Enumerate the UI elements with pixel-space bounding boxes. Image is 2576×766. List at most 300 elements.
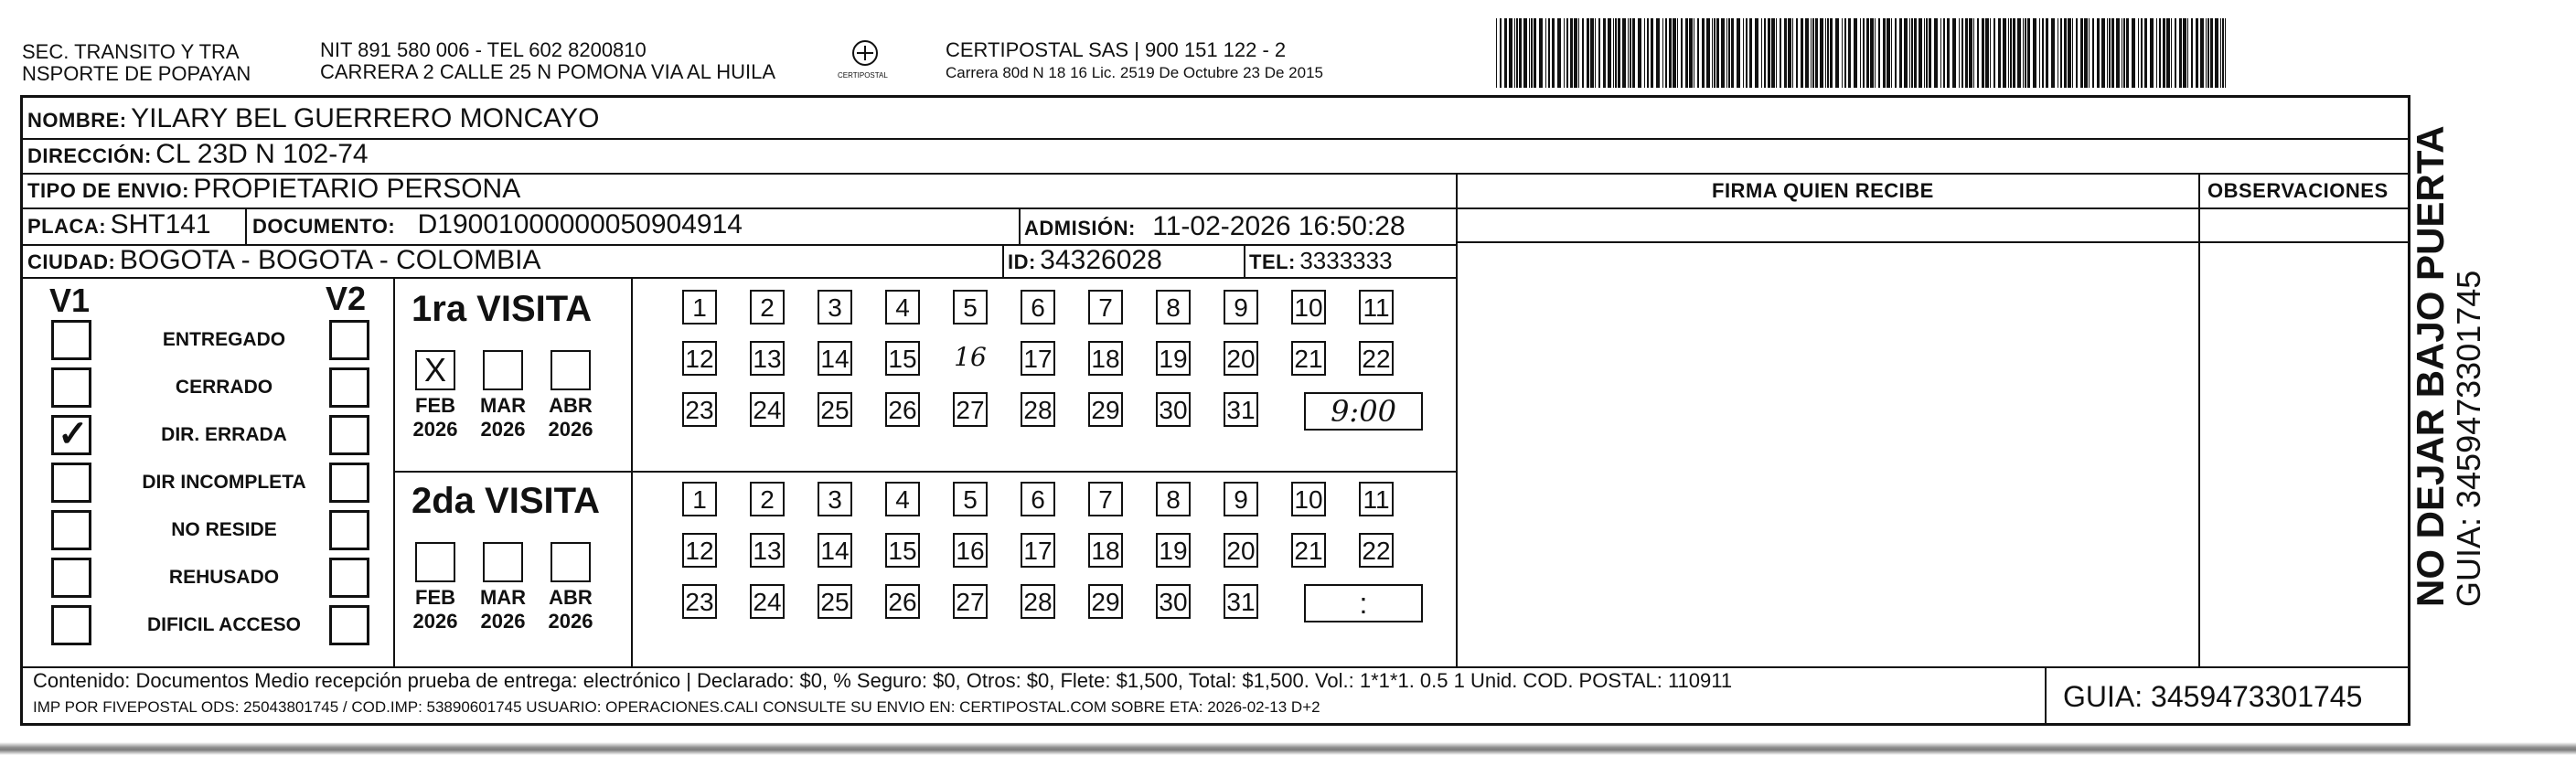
day-number: 28 <box>1023 396 1053 424</box>
barcode-bar <box>2200 18 2204 88</box>
day-number: 1 <box>692 293 707 322</box>
day-number: 13 <box>753 537 782 565</box>
barcode-bar <box>1669 18 1672 88</box>
barcode-bar <box>1899 18 1902 88</box>
barcode-bar <box>2206 18 2207 88</box>
documento-value: D19001000000050904914 <box>417 209 743 239</box>
admision-field <box>1024 211 1406 242</box>
barcode-bar <box>1613 18 1614 88</box>
barcode-bar <box>1934 18 1938 88</box>
day-number: 16 <box>956 537 985 565</box>
barcode-bar <box>1566 18 1568 88</box>
day-box[interactable] <box>953 341 988 376</box>
v2-checkbox[interactable] <box>329 367 369 408</box>
v2-checkbox[interactable] <box>329 510 369 550</box>
barcode-bar <box>2132 18 2135 88</box>
day-box[interactable] <box>750 482 785 516</box>
barcode-bar <box>2097 18 2100 88</box>
barcode-bar <box>1844 18 1846 88</box>
direccion-label: DIRECCIÓN: <box>27 144 152 167</box>
visit-time-field[interactable]: 9:00 <box>1304 392 1423 431</box>
sender-name-line2: NSPORTE DE POPAYAN <box>22 62 251 85</box>
barcode-bar <box>2027 18 2030 88</box>
logo-text: CERTIPOSTAL <box>838 71 888 80</box>
barcode-bar <box>1805 18 1809 88</box>
v2-checkbox[interactable] <box>329 605 369 645</box>
status-reason-label: REHUSADO <box>168 567 280 588</box>
day-number: 29 <box>1091 396 1120 424</box>
day-box[interactable] <box>1088 584 1123 619</box>
barcode-bar <box>1891 18 1892 88</box>
barcode-bar <box>1776 18 1777 88</box>
barcode-bar <box>1812 18 1814 88</box>
day-number: 10 <box>1294 485 1323 514</box>
day-box[interactable] <box>750 584 785 619</box>
day-box[interactable] <box>1291 533 1326 568</box>
barcode-bar <box>1496 18 1497 88</box>
barcode-bar <box>1870 18 1874 88</box>
barcode-bar <box>2138 18 2139 88</box>
id-value: 34326028 <box>1040 245 1162 275</box>
barcode-bar <box>2107 18 2108 88</box>
day-box[interactable] <box>953 533 988 568</box>
barcode-bar <box>1919 18 1922 88</box>
day-number: 25 <box>820 396 850 424</box>
day-box[interactable] <box>1088 533 1123 568</box>
day-number: 2 <box>760 485 775 514</box>
visit-time-field[interactable]: : <box>1304 584 1423 622</box>
barcode-bar <box>1618 18 1620 88</box>
tel-label: TEL: <box>1249 250 1296 273</box>
barcode-bar <box>1835 18 1839 88</box>
barcode-bar <box>1647 18 1649 88</box>
barcode-bar <box>1990 18 1991 88</box>
day-box[interactable] <box>1224 290 1258 324</box>
barcode-bar <box>2141 18 2143 88</box>
barcode-bar <box>1728 18 1730 88</box>
day-box[interactable] <box>1021 392 1055 427</box>
ciudad-label: CIUDAD: <box>27 250 116 273</box>
barcode-bar <box>2116 18 2120 88</box>
barcode-bar <box>2046 18 2048 88</box>
day-box[interactable] <box>953 392 988 427</box>
barcode-bar <box>1677 18 1678 88</box>
barcode-bar <box>1959 18 1960 88</box>
day-box[interactable] <box>750 533 785 568</box>
placa-label: PLACA: <box>27 215 107 238</box>
day-box[interactable] <box>682 341 717 376</box>
barcode-bar <box>1615 18 1617 88</box>
barcode-bar <box>1548 18 1550 88</box>
month-year-label: 2026 <box>412 610 458 633</box>
day-box[interactable] <box>953 290 988 324</box>
barcode-bar <box>1796 18 1798 88</box>
id-label: ID: <box>1008 250 1036 273</box>
v2-checkbox[interactable] <box>329 320 369 360</box>
tipo-envio-label: TIPO DE ENVIO: <box>27 179 189 202</box>
barcode-bar <box>1940 18 1941 88</box>
day-number: 12 <box>685 345 714 373</box>
barcode-bar <box>1590 18 1594 88</box>
barcode-bar <box>1830 18 1833 88</box>
day-box[interactable] <box>682 392 717 427</box>
day-number: 9 <box>1234 293 1248 322</box>
day-box[interactable] <box>818 341 852 376</box>
month-label: MAR <box>479 394 527 417</box>
footer-content-line: Contenido: Documentos Medio recepción prueba de entrega: electrónico | Declarado: $0, % Seguro: $0, Otros: $0, Flete: $1,500, Total: $1,500. Vol.: 1*1*1. 0.5 1 Unid. COD. POSTAL: 110911 <box>33 669 1733 692</box>
barcode-bar <box>1875 18 1876 88</box>
barcode-bar <box>2163 18 2165 88</box>
footer-print-line: IMP POR FIVEPOSTAL ODS: 25043801745 / COD.IMP: 53890601745 USUARIO: OPERACIONES.CALI CONSULTE SU ENVIO EN: CERTIPOSTAL.COM SOBRE ETA: 2026-02-13 D+2 <box>33 698 1320 716</box>
day-box[interactable] <box>953 482 988 516</box>
day-box[interactable] <box>885 341 920 376</box>
admision-label: ADMISIÓN: <box>1024 217 1136 239</box>
barcode-bar <box>2025 18 2026 88</box>
day-number: 19 <box>1159 345 1188 373</box>
barcode-bar <box>2191 18 2193 88</box>
barcode-bar <box>2042 18 2044 88</box>
v1-checkbox[interactable] <box>51 558 91 598</box>
day-number: 23 <box>685 396 714 424</box>
v2-checkbox[interactable] <box>329 415 369 455</box>
day-box[interactable] <box>818 290 852 324</box>
day-number: 21 <box>1294 345 1323 373</box>
barcode-bar <box>1761 18 1762 88</box>
barcode-bar <box>1969 18 1972 88</box>
barcode-bar <box>2220 18 2221 88</box>
barcode-bar <box>1909 18 1910 88</box>
month-column <box>476 394 530 442</box>
barcode-bar <box>1702 18 1705 88</box>
day-box[interactable] <box>1021 533 1055 568</box>
barcode-bar <box>1603 18 1606 88</box>
v2-label: V2 <box>326 280 367 317</box>
day-box[interactable] <box>1156 584 1191 619</box>
day-box[interactable] <box>1359 290 1394 324</box>
barcode-bar <box>1552 18 1555 88</box>
day-box[interactable] <box>682 290 717 324</box>
barcode-bar <box>1863 18 1865 88</box>
barcode-bar <box>1514 18 1515 88</box>
month-checkbox[interactable] <box>483 542 523 582</box>
day-box[interactable] <box>1156 392 1191 427</box>
day-box[interactable] <box>1291 482 1326 516</box>
documento-field <box>252 209 743 240</box>
barcode-bar <box>2060 18 2062 88</box>
day-number: 25 <box>820 588 850 616</box>
day-box[interactable] <box>1224 341 1258 376</box>
day-number: 10 <box>1294 293 1323 322</box>
barcode-bar <box>1784 18 1787 88</box>
day-number: 27 <box>956 588 985 616</box>
barcode-bar <box>1788 18 1791 88</box>
first-visit-title: 1ra VISITA <box>412 289 593 329</box>
v2-checkbox[interactable] <box>329 463 369 503</box>
barcode-bar <box>2068 18 2071 88</box>
barcode-bar <box>1598 18 1600 88</box>
month-checkbox[interactable] <box>483 350 523 390</box>
barcode-bar <box>2175 18 2176 88</box>
day-number: 30 <box>1159 588 1188 616</box>
barcode-bar <box>2166 18 2170 88</box>
tipo-envio-value: PROPIETARIO PERSONA <box>193 174 521 204</box>
day-number: 17 <box>1023 345 1053 373</box>
day-number: 9 <box>1234 485 1248 514</box>
day-number: 26 <box>888 396 917 424</box>
barcode-bar <box>1929 18 1931 88</box>
barcode-bar <box>2008 18 2009 88</box>
status-reason-label: CERRADO <box>175 377 273 398</box>
barcode-bar <box>1685 18 1688 88</box>
month-column <box>408 586 463 633</box>
barcode-bar <box>1771 18 1775 88</box>
day-box[interactable] <box>1088 290 1123 324</box>
barcode-bar <box>1842 18 1843 88</box>
v1-label: V1 <box>49 282 91 319</box>
day-box[interactable] <box>885 290 920 324</box>
day-number: 8 <box>1166 293 1181 322</box>
barcode-bar <box>2039 18 2040 88</box>
barcode-bar <box>1993 18 1995 88</box>
barcode-bar <box>2089 18 2090 88</box>
day-number: 23 <box>685 588 714 616</box>
tipo-envio-row <box>27 174 520 205</box>
month-column <box>543 586 598 633</box>
barcode-bar <box>2144 18 2147 88</box>
status-reason-label: NO RESIDE <box>171 519 277 540</box>
barcode-bar <box>1582 18 1584 88</box>
barcode-bar <box>1509 18 1512 88</box>
month-checkbox[interactable] <box>415 542 455 582</box>
barcode-bar <box>1632 18 1635 88</box>
barcode-bar <box>2013 18 2015 88</box>
day-box[interactable] <box>1291 290 1326 324</box>
day-box[interactable] <box>750 341 785 376</box>
ciudad-field <box>27 245 540 276</box>
day-box[interactable] <box>1021 482 1055 516</box>
barcode-bar <box>2064 18 2067 88</box>
day-box[interactable] <box>1021 584 1055 619</box>
day-box[interactable] <box>682 482 717 516</box>
barcode-bar <box>1721 18 1725 88</box>
barcode-bar <box>1665 18 1667 88</box>
barcode-bar <box>2017 18 2021 88</box>
barcode-bar <box>1500 18 1502 88</box>
barcode-bar <box>2101 18 2105 88</box>
v1-checkbox[interactable] <box>51 463 91 503</box>
day-number: 17 <box>1023 537 1053 565</box>
day-number: 30 <box>1159 396 1188 424</box>
month-checkbox[interactable] <box>550 542 591 582</box>
barcode-bar <box>2171 18 2172 88</box>
day-box[interactable] <box>1156 482 1191 516</box>
barcode-bar <box>1523 18 1527 88</box>
barcode-bar <box>2222 18 2224 88</box>
second-visit-title: 2da VISITA <box>412 481 600 521</box>
month-year-label: 2026 <box>548 610 593 633</box>
v2-checkbox[interactable] <box>329 558 369 598</box>
day-number: 11 <box>1363 293 1390 322</box>
day-box[interactable] <box>1156 290 1191 324</box>
day-box[interactable] <box>750 392 785 427</box>
id-field <box>1008 245 1162 276</box>
day-box[interactable] <box>1291 341 1326 376</box>
documento-label: DOCUMENTO: <box>252 215 396 238</box>
day-number: 26 <box>888 588 917 616</box>
barcode-bar <box>2033 18 2036 88</box>
barcode-bar <box>2084 18 2088 88</box>
barcode <box>1496 18 2226 88</box>
x-mark-icon: X <box>423 351 446 388</box>
day-box[interactable] <box>1224 533 1258 568</box>
barcode-bar <box>1947 18 1950 88</box>
barcode-bar <box>2010 18 2012 88</box>
tel-value: 3333333 <box>1299 247 1393 274</box>
barcode-bar <box>1557 18 1561 88</box>
day-number: 24 <box>753 396 782 424</box>
day-box[interactable] <box>953 584 988 619</box>
barcode-bar <box>1673 18 1676 88</box>
barcode-bar <box>1792 18 1793 88</box>
day-number: 8 <box>1166 485 1181 514</box>
day-number: 31 <box>1226 588 1256 616</box>
month-year-label: 2026 <box>412 418 458 441</box>
day-number: 15 <box>888 537 917 565</box>
day-number: 2 <box>760 293 775 322</box>
day-number: 29 <box>1091 588 1120 616</box>
barcode-bar <box>1965 18 1968 88</box>
day-box[interactable] <box>750 290 785 324</box>
barcode-bar <box>1860 18 1861 88</box>
barcode-bar <box>2123 18 2125 88</box>
direccion-value: CL 23D N 102-74 <box>155 139 369 169</box>
barcode-bar <box>1755 18 1758 88</box>
day-box[interactable] <box>885 482 920 516</box>
day-number: 24 <box>753 588 782 616</box>
barcode-bar <box>1628 18 1629 88</box>
month-checkbox[interactable] <box>550 350 591 390</box>
day-box[interactable] <box>1359 482 1394 516</box>
v1-checkbox[interactable] <box>51 320 91 360</box>
barcode-bar <box>1811 18 1812 88</box>
barcode-bar <box>2111 18 2114 88</box>
barcode-bar <box>2210 18 2213 88</box>
barcode-bar <box>1714 18 1716 88</box>
month-year-label: 2026 <box>480 418 526 441</box>
v1-checkbox[interactable] <box>51 605 91 645</box>
day-number: 6 <box>1031 485 1045 514</box>
day-number: 7 <box>1098 293 1113 322</box>
barcode-bar <box>1926 18 1928 88</box>
day-box[interactable] <box>1156 341 1191 376</box>
barcode-bar <box>1982 18 1984 88</box>
observaciones-label: OBSERVACIONES <box>2207 179 2389 202</box>
firma-label: FIRMA QUIEN RECIBE <box>1712 179 1934 202</box>
barcode-bar <box>1887 18 1890 88</box>
barcode-bar <box>2156 18 2157 88</box>
day-number: 20 <box>1226 537 1256 565</box>
day-box[interactable] <box>1088 482 1123 516</box>
day-number: 28 <box>1023 588 1053 616</box>
v1-checkbox[interactable] <box>51 367 91 408</box>
scan-edge <box>0 742 2576 755</box>
day-box[interactable] <box>1088 341 1123 376</box>
day-box[interactable] <box>1359 341 1394 376</box>
month-checkbox[interactable] <box>415 350 455 390</box>
day-box[interactable] <box>818 584 852 619</box>
day-box[interactable] <box>1224 584 1258 619</box>
placa-field <box>27 209 211 240</box>
barcode-bar <box>2092 18 2094 88</box>
barcode-bar <box>1574 18 1577 88</box>
barcode-bar <box>1883 18 1886 88</box>
day-box[interactable] <box>1021 290 1055 324</box>
barcode-bar <box>1608 18 1611 88</box>
barcode-bar <box>2003 18 2006 88</box>
day-box[interactable] <box>1156 533 1191 568</box>
barcode-bar <box>1895 18 1897 88</box>
barcode-bar <box>2109 18 2111 88</box>
admision-value: 11-02-2026 16:50:28 <box>1152 211 1406 241</box>
day-number: 22 <box>1362 345 1391 373</box>
day-box[interactable] <box>1088 392 1123 427</box>
month-label: ABR <box>549 586 593 609</box>
day-number: 6 <box>1031 293 1045 322</box>
day-number: 1 <box>692 485 707 514</box>
day-number: 14 <box>820 537 850 565</box>
barcode-bar <box>1716 18 1719 88</box>
status-reason-label: DIR. ERRADA <box>161 424 287 445</box>
day-box[interactable] <box>1224 392 1258 427</box>
day-box[interactable] <box>1224 482 1258 516</box>
barcode-bar <box>1801 18 1803 88</box>
sender-name-line1: SEC. TRANSITO Y TRA <box>22 40 240 63</box>
barcode-bar <box>1943 18 1945 88</box>
barcode-bar <box>1689 18 1693 88</box>
day-box[interactable] <box>1359 533 1394 568</box>
v1-checkbox[interactable] <box>51 415 91 455</box>
barcode-bar <box>1911 18 1913 88</box>
certipostal-logo <box>838 37 889 84</box>
day-number: 14 <box>820 345 850 373</box>
barcode-bar <box>1545 18 1546 88</box>
day-box[interactable] <box>818 533 852 568</box>
barcode-bar <box>1622 18 1626 88</box>
day-box[interactable] <box>885 584 920 619</box>
barcode-bar <box>1726 18 1727 88</box>
no-dejar-warning: NO DEJAR BAJO PUERTA <box>2409 125 2452 607</box>
day-box[interactable] <box>682 584 717 619</box>
barcode-bar <box>1985 18 1989 88</box>
barcode-bar <box>2126 18 2129 88</box>
day-number: 31 <box>1226 396 1256 424</box>
sender-address: CARRERA 2 CALLE 25 N POMONA VIA AL HUILA <box>320 60 776 83</box>
barcode-bar <box>1706 18 1710 88</box>
day-box[interactable] <box>818 482 852 516</box>
day-box[interactable] <box>885 392 920 427</box>
day-box[interactable] <box>682 533 717 568</box>
barcode-bar <box>1878 18 1880 88</box>
checkmark-icon: ✓ <box>58 414 89 454</box>
day-number: 7 <box>1098 485 1113 514</box>
barcode-bar <box>1825 18 1826 88</box>
day-box[interactable] <box>818 392 852 427</box>
day-box[interactable] <box>885 533 920 568</box>
v1-checkbox[interactable] <box>51 510 91 550</box>
day-number: 15 <box>888 345 917 373</box>
barcode-bar <box>1820 18 1823 88</box>
day-box[interactable] <box>1021 341 1055 376</box>
